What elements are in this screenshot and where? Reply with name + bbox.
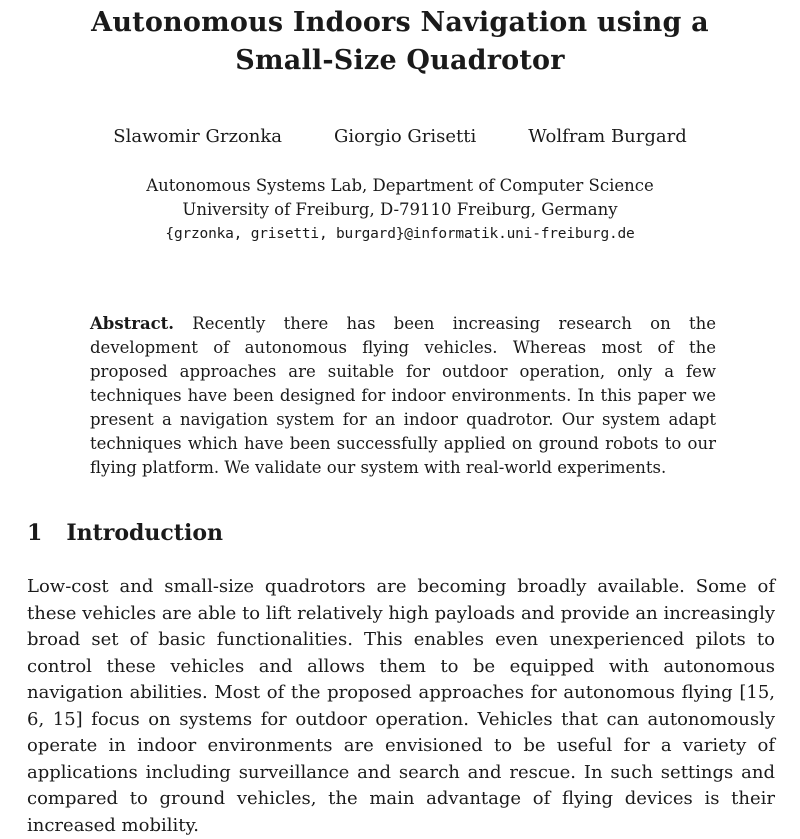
affiliation-line-1: Autonomous Systems Lab, Department of Computer Science [146,176,654,195]
abstract-text: Recently there has been increasing research on the development of autonomous flying vehicles. Whereas most of the proposed approaches are suitable for outdoor operation, only a few techniques have been designed for indoor environments. In this paper we present a navigation system for an indoor quadrotor. Our system adapt techniques which have been successfully applied on ground robots to our flying platform. We validate our system with real-world experiments. [90,314,716,477]
paper-title [0,4,800,80]
title-line-1: Autonomous Indoors Navigation using a [91,7,709,38]
author-emails: {grzonka, grisetti, burgard}@informatik.uni-freiburg.de [165,226,635,242]
section-title: Introduction [66,520,223,546]
title-line-2: Small-Size Quadrotor [235,45,565,76]
affiliation [0,174,800,246]
author-1: Slawomir Grzonka [113,126,282,147]
affiliation-line-2: University of Freiburg, D-79110 Freiburg, Germany [182,200,618,219]
author-list [0,126,800,147]
abstract [90,312,716,480]
author-3: Wolfram Burgard [528,126,687,147]
author-2: Giorgio Grisetti [334,126,477,147]
section-number: 1 [27,520,43,546]
introduction-paragraph: Low-cost and small-size quadrotors are becoming broadly available. Some of these vehicles are able to lift relatively high payloads and provide an increasingly broad set of basic functionalities. This enables even unexperienced pilots to control these vehicles and allows them to be equipped with autonomous navigation abilities. Most of the proposed approaches for autonomous flying [15, 6, 15] focus on systems for outdoor operation. Vehicles that can autonomously operate in indoor environments are envisioned to be useful for a variety of applications including surveillance and search and rescue. In such settings and compared to ground vehicles, the main advantage of flying devices is their increased mobility. [27,576,775,836]
section-heading [27,520,223,546]
abstract-label: Abstract. [90,314,175,333]
